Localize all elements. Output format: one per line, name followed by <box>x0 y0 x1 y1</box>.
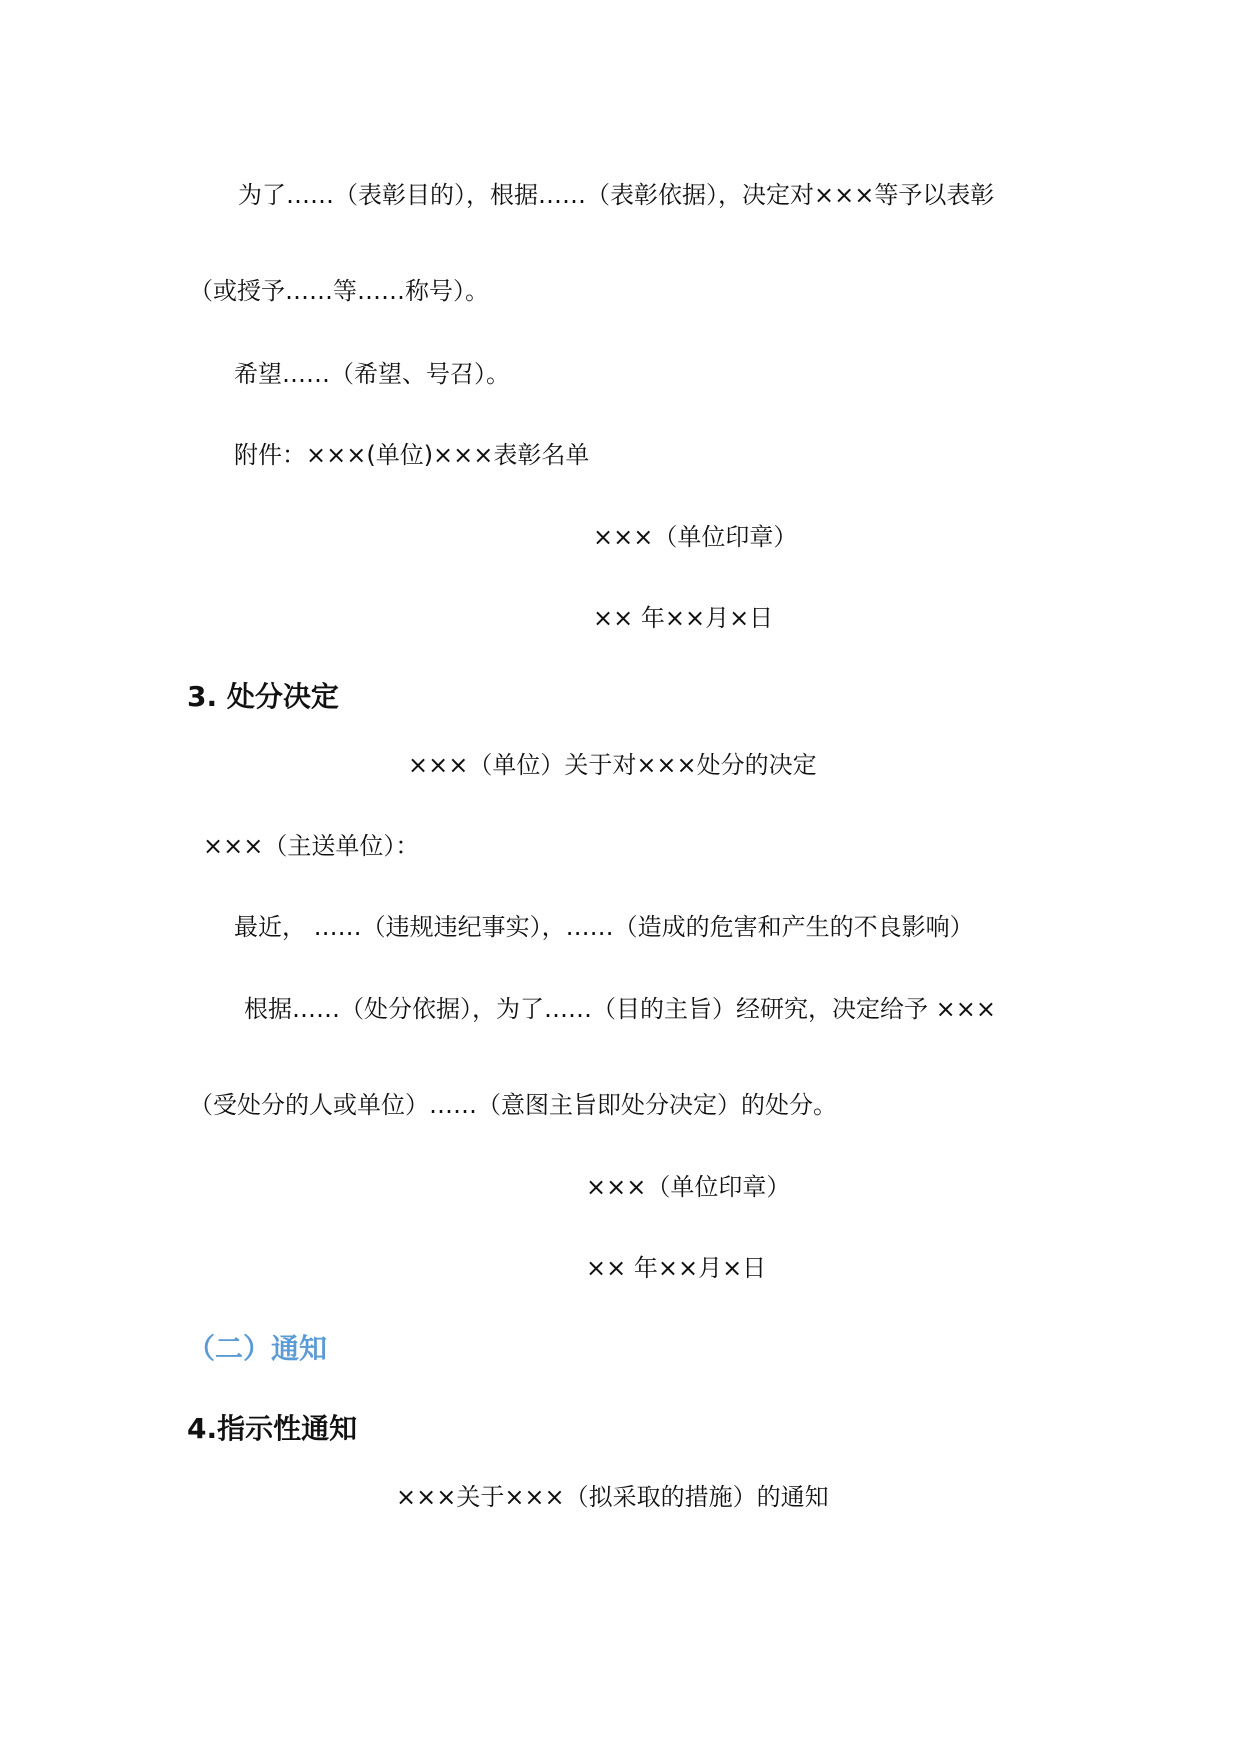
commendation-seal: ×××（单位印章） <box>593 523 798 551</box>
section-3-decision-line-2: （受处分的人或单位）……（意图主旨即处分决定）的处分。 <box>189 1091 837 1119</box>
section-3-document-title: ×××（单位）关于对×××处分的决定 <box>408 751 817 779</box>
section-3-heading: 3. 处分决定 <box>187 680 339 713</box>
commendation-paragraph-line-1: 为了……（表彰目的），根据……（表彰依据），决定对×××等予以表彰 <box>238 181 995 209</box>
commendation-attachment: 附件：×××(单位)×××表彰名单 <box>234 441 590 469</box>
section-3-addressee: ×××（主送单位）： <box>203 832 420 860</box>
commendation-hope-paragraph: 希望……（希望、号召）。 <box>234 360 510 388</box>
section-4-document-title: ×××关于×××（拟采取的措施）的通知 <box>396 1483 829 1511</box>
commendation-paragraph-line-2: （或授予……等……称号）。 <box>189 277 489 305</box>
commendation-date: ×× 年××月×日 <box>593 604 774 632</box>
section-3-decision-line-1: 根据……（处分依据），为了……（目的主旨）经研究，决定给予 ××× <box>244 995 996 1023</box>
section-4-heading: 4.指示性通知 <box>187 1412 358 1445</box>
section-3-facts-paragraph: 最近， ……（违规违纪事实），……（造成的危害和产生的不良影响） <box>234 913 974 941</box>
section-3-seal: ×××（单位印章） <box>586 1173 791 1201</box>
section-3-date: ×× 年××月×日 <box>586 1254 767 1282</box>
section-notice-heading: （二）通知 <box>187 1332 328 1365</box>
